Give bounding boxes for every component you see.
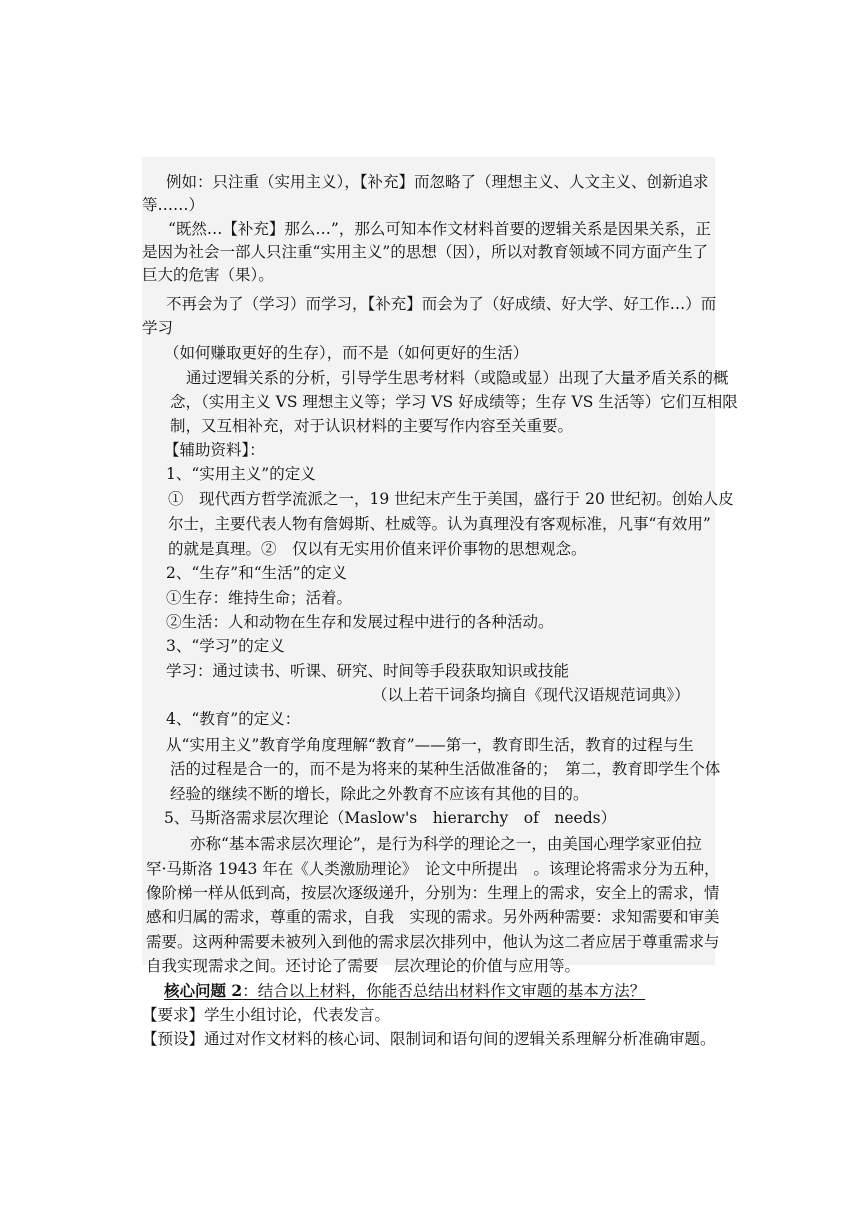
text-line: 巨大的危害（果）。 <box>142 266 274 284</box>
text-line: 的就是真理。② 仅以有无实用价值来评价事物的思想观念。 <box>168 540 587 558</box>
preset-text: 通过对作文材料的核心词、限制词和语句间的逻辑关系理解分析准确审题。 <box>204 1030 716 1048</box>
text-line: 念，（实用主义 VS 理想主义等；学习 VS 好成绩等；生存 VS 生活等）它们互相限 <box>170 393 738 411</box>
text-line: 学习：通过读书、听课、研究、时间等手段获取知识或技能 <box>166 662 570 680</box>
text-line: 经验的继续不断的增长，除此之外教育不应该有其他的目的。 <box>170 785 589 803</box>
text-line: 亦称“基本需求层次理论”，是行为科学的理论之一，由美国心理学家亚伯拉 <box>190 835 702 853</box>
core-question <box>164 979 645 1003</box>
text-line: “既然…【补充】那么…”，那么可知本作文材料首要的逻辑关系是因果关系，正 <box>168 220 711 238</box>
requirement-text: 学生小组讨论，代表发言。 <box>204 1006 391 1024</box>
text-line: 感和归属的需求，尊重的需求，自我 实现的需求。另外两种需要：求知需要和审美 <box>146 908 720 926</box>
text-line: （如何赚取更好的生存），而不是（如何更好的生活） <box>164 344 529 362</box>
text-line: 像阶梯一样从低到高，按层次逐级递升，分别为：生理上的需求，安全上的需求，情 <box>146 884 720 902</box>
text-line: 1、“实用主义”的定义 <box>166 465 316 483</box>
text-line: 5、马斯洛需求层次理论（Maslow's hierarchy of needs） <box>164 809 617 827</box>
requirement-line <box>142 1003 390 1027</box>
text-line: 尔士，主要代表人物有詹姆斯、杜威等。认为真理没有客观标准，凡事“有效用” <box>168 515 711 533</box>
text-line: 不再会为了（学习）而学习，【补充】而会为了（好成绩、好大学、好工作…）而 <box>166 295 717 313</box>
text-line: ① 现代西方哲学流派之一，19 世纪末产生于美国，盛行于 20 世纪初。创始人皮 <box>168 490 734 508</box>
text-line: 3、“学习”的定义 <box>166 637 285 655</box>
text-line: 学习 <box>142 319 174 337</box>
preset-line <box>142 1027 716 1051</box>
text-line: 2、“生存”和“生活”的定义 <box>166 564 348 582</box>
core-question-label: 核心问题 2 <box>164 981 243 1000</box>
text-line: 通过逻辑关系的分析，引导学生思考材料（或隐或显）出现了大量矛盾关系的概 <box>186 369 729 387</box>
text-line: 制，又互相补充，对于认识材料的主要写作内容至关重要。 <box>170 417 574 435</box>
text-line: 等……） <box>142 196 205 214</box>
source-note: （以上若干词条均摘自《现代汉语规范词典》） <box>372 686 690 704</box>
text-line: ①生存：维持生命；活着。 <box>166 589 353 607</box>
requirement-label: 【要求】 <box>142 1006 205 1024</box>
text-line: ②生活：人和动物在生存和发展过程中进行的各种活动。 <box>166 613 554 631</box>
preset-label: 【预设】 <box>142 1030 205 1048</box>
text-line: 活的过程是合一的，而不是为将来的某种生活做准备的； 第二，教育即学生个体 <box>170 760 721 778</box>
text-line: 是因为社会一部人只注重“实用主义”的思想（因），所以对教育领域不同方面产生了 <box>142 243 709 261</box>
text-line: 4、“教育”的定义： <box>166 710 301 728</box>
text-line: 例如：只注重（实用主义），【补充】而忽略了（理想主义、人文主义、创新追求 <box>166 173 709 191</box>
text-line: 自我实现需求之间。还讨论了需要 层次理论的价值与应用等。 <box>146 957 581 975</box>
text-line: 需要。这两种需要未被列入到他的需求层次排列中，他认为这二者应居于尊重需求与 <box>146 933 720 951</box>
text-line: 从“实用主义”教育学角度理解“教育”——第一，教育即生活，教育的过程与生 <box>166 736 694 754</box>
text-line: 罕·马斯洛 1943 年在《人类激励理论》 论文中所提出 。该理论将需求分为五种， <box>146 860 720 878</box>
core-question-text: ：结合以上材料，你能否总结出材料作文审题的基本方法？ <box>242 982 646 1000</box>
text-line: 【辅助资料】： <box>164 441 265 459</box>
